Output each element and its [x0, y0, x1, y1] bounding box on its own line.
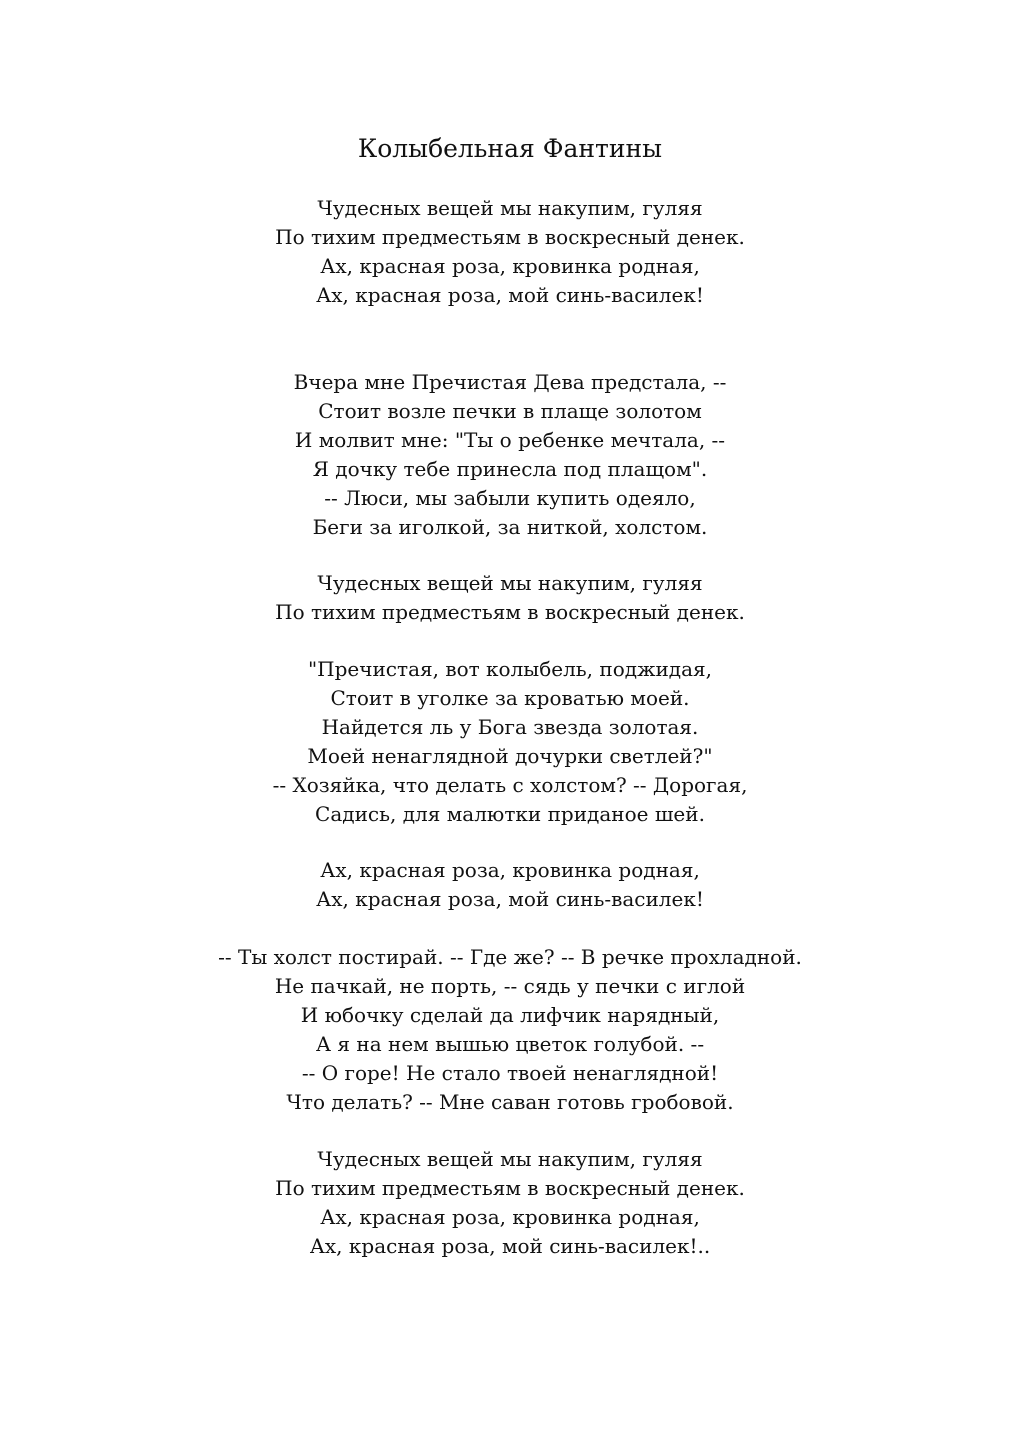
stanza-4: [0, 655, 1020, 829]
verse-line: По тихим предместьям в воскресный денек.: [275, 600, 745, 624]
verse-line: Ах, красная роза, мой синь-василек!: [316, 283, 704, 307]
verse-line: Ах, красная роза, кровинка родная,: [320, 858, 700, 882]
stanza-7: [0, 1145, 1020, 1261]
stanza-5: [0, 856, 1020, 914]
stanza-3: [0, 569, 1020, 627]
verse-line: Что делать? -- Мне саван готовь гробовой.: [286, 1090, 734, 1114]
stanza-2: [0, 368, 1020, 542]
verse-line: Беги за иголкой, за ниткой, холстом.: [312, 515, 708, 539]
verse-line: Найдется ль у Бога звезда золотая.: [321, 715, 699, 739]
verse-line: Чудесных вещей мы накупим, гуляя: [317, 196, 703, 220]
verse-line: Моей ненаглядной дочурки светлей?": [307, 744, 713, 768]
verse-line: Я дочку тебе принесла под плащом".: [312, 457, 708, 481]
verse-line: Стоит возле печки в плаще золотом: [318, 399, 702, 423]
verse-line: Ах, красная роза, кровинка родная,: [320, 254, 700, 278]
verse-line: Ах, красная роза, мой синь-василек!: [316, 887, 704, 911]
verse-line: Чудесных вещей мы накупим, гуляя: [317, 571, 703, 595]
verse-line: Ах, красная роза, мой синь-василек!..: [309, 1234, 711, 1258]
page-title: Колыбельная Фантины: [357, 134, 663, 163]
verse-line: -- Люси, мы забыли купить одеяло,: [324, 486, 696, 510]
verse-line: -- Хозяйка, что делать с холстом? -- Дорогая,: [272, 773, 748, 797]
verse-line: Ах, красная роза, кровинка родная,: [320, 1205, 700, 1229]
verse-line: Вчера мне Пречистая Дева предстала, --: [293, 370, 727, 394]
verse-line: -- Ты холст постирай. -- Где же? -- В речке прохладной.: [218, 945, 802, 969]
verse-line: -- О горе! Не стало твоей ненаглядной!: [301, 1061, 719, 1085]
verse-line: А я на нем вышью цветок голубой. --: [315, 1032, 705, 1056]
verse-line: Не пачкай, не порть, -- сядь у печки с иглой: [274, 974, 746, 998]
stanza-1: [0, 194, 1020, 310]
stanza-6: [0, 943, 1020, 1117]
verse-line: "Пречистая, вот колыбель, поджидая,: [307, 657, 713, 681]
verse-line: Чудесных вещей мы накупим, гуляя: [317, 1147, 703, 1171]
verse-line: И юбочку сделай да лифчик нарядный,: [300, 1003, 720, 1027]
verse-line: Стоит в уголке за кроватью моей.: [330, 686, 690, 710]
verse-line: И молвит мне: "Ты о ребенке мечтала, --: [294, 428, 726, 452]
verse-line: По тихим предместьям в воскресный денек.: [275, 1176, 745, 1200]
verse-line: Садись, для малютки приданое шей.: [315, 802, 705, 826]
verse-line: По тихим предместьям в воскресный денек.: [275, 225, 745, 249]
